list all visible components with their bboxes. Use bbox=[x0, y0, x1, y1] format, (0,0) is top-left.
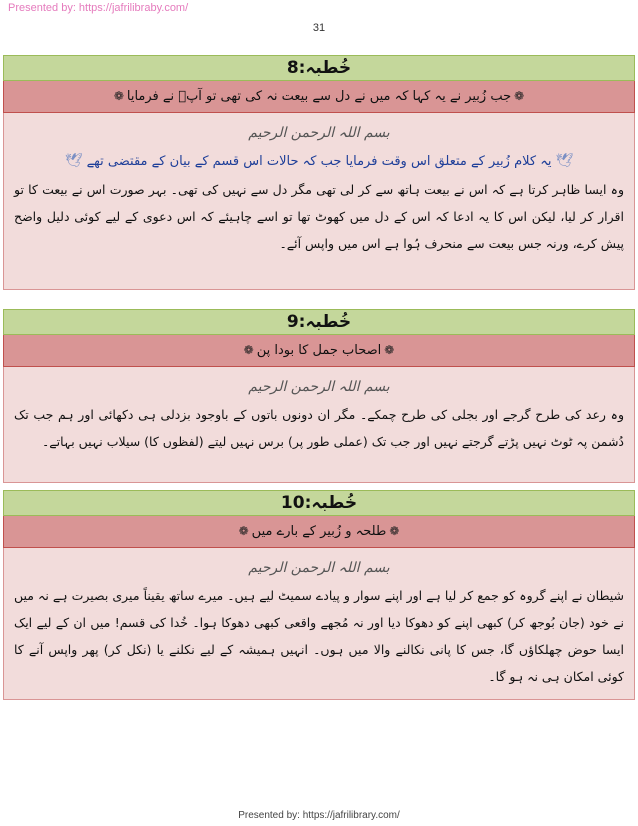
flower-ornament-icon: ❁ bbox=[514, 89, 525, 103]
flower-ornament-icon: ❁ bbox=[384, 343, 395, 357]
sermon-intro bbox=[14, 147, 624, 176]
sermon-subtitle-bar bbox=[3, 516, 635, 548]
page-number: 31 bbox=[312, 22, 326, 34]
sermon-subtitle: جب زُبیر نے یہ کہا کہ میں نے دل سے بیعت نہ کی تھی تو آپؑ نے فرمایا bbox=[126, 89, 512, 104]
flower-ornament-icon: ❁ bbox=[389, 524, 400, 538]
sermon-title: خُطبہ:8 bbox=[3, 55, 635, 81]
bismillah-calligraphy: بسم اللہ الرحمن الرحیم bbox=[248, 125, 390, 141]
sermon-title: خُطبہ:10 bbox=[3, 490, 635, 516]
sermon-body-box bbox=[3, 548, 635, 700]
bird-ornament-icon: 🕊 bbox=[555, 153, 574, 169]
sermon-section-8 bbox=[3, 55, 635, 290]
sermon-subtitle: اصحاب جمل کا بودا پن bbox=[256, 343, 382, 358]
sermon-section-9 bbox=[3, 309, 635, 483]
sermon-subtitle-bar bbox=[3, 81, 635, 113]
sermon-title: خُطبہ:9 bbox=[3, 309, 635, 335]
flower-ornament-icon: ❁ bbox=[238, 524, 249, 538]
sermon-text: شیطان نے اپنے گروہ کو جمع کر لیا ہے اور اپنے سوار و پیادے سمیٹ لیے ہیں۔ میرے ساتھ یقیناً میری بصیرت ہے نہ میں نے خود (جان بُوجھ کر) کبھی اپنے کو دھوکا دیا اور نہ مُجھے واقعی کبھی دھوکا ہوا۔ خُدا کی قسم! میں ان کے لیے ایک ایسا حوض چھلکاؤں گا، جس کا پانی نکالنے والا میں ہوں۔ انہیں ہمیشہ کے لیے نکلنے یا (نکل کر) پھر واپس آنے کا کوئی امکان ہی نہ ہو گا۔ bbox=[14, 588, 624, 684]
bismillah-calligraphy: بسم اللہ الرحمن الرحیم bbox=[248, 379, 390, 395]
intro-text: یہ کلام زُبیر کے متعلق اس وقت فرمایا جب کہ حالات اس قسم کے بیان کے مقتضی تھے bbox=[86, 154, 552, 169]
sermon-body-box bbox=[3, 367, 635, 483]
sermon-section-10 bbox=[3, 490, 635, 700]
bird-ornament-icon: 🕊 bbox=[64, 153, 83, 169]
sermon-text: وہ ایسا ظاہر کرتا ہے کہ اس نے بیعت ہاتھ سے کر لی تھی مگر دل سے نہیں کی تھی۔ بہر صورت اس نے بیعت کا تو اقرار کر لیا، لیکن اس کا یہ ادعا کہ اس کے دل میں کھوٹ تھا تو اسے چاہیئے کہ اس دعوی کے لیے کوئی دلیل واضح پیش کرے، ورنہ جس بیعت سے منحرف ہُوا ہے اس میں واپس آئے۔ bbox=[14, 182, 624, 251]
sermon-body-box bbox=[3, 113, 635, 290]
sermon-text: وہ رعد کی طرح گرجے اور بجلی کی طرح چمکے۔ مگر ان دونوں باتوں کے باوجود بزدلی ہی دکھائی اور ہم جب تک دُشمن پہ ٹوٹ نہیں پڑتے گرجتے نہیں اور جب تک (عملی طور پر) برس نہیں لیتے (لفظوں کا) سیلاب نہیں بہاتے۔ bbox=[14, 407, 624, 449]
sermon-subtitle-bar bbox=[3, 335, 635, 367]
top-watermark: Presented by: https://jafrilibraby.com/ bbox=[8, 2, 189, 14]
flower-ornament-icon: ❁ bbox=[113, 89, 124, 103]
sermon-subtitle: طلحہ و زُبیر کے بارے میں bbox=[251, 524, 387, 539]
bottom-watermark: Presented by: https://jafrilibrary.com/ bbox=[238, 810, 400, 821]
flower-ornament-icon: ❁ bbox=[243, 343, 254, 357]
bismillah-calligraphy: بسم اللہ الرحمن الرحیم bbox=[248, 560, 390, 576]
